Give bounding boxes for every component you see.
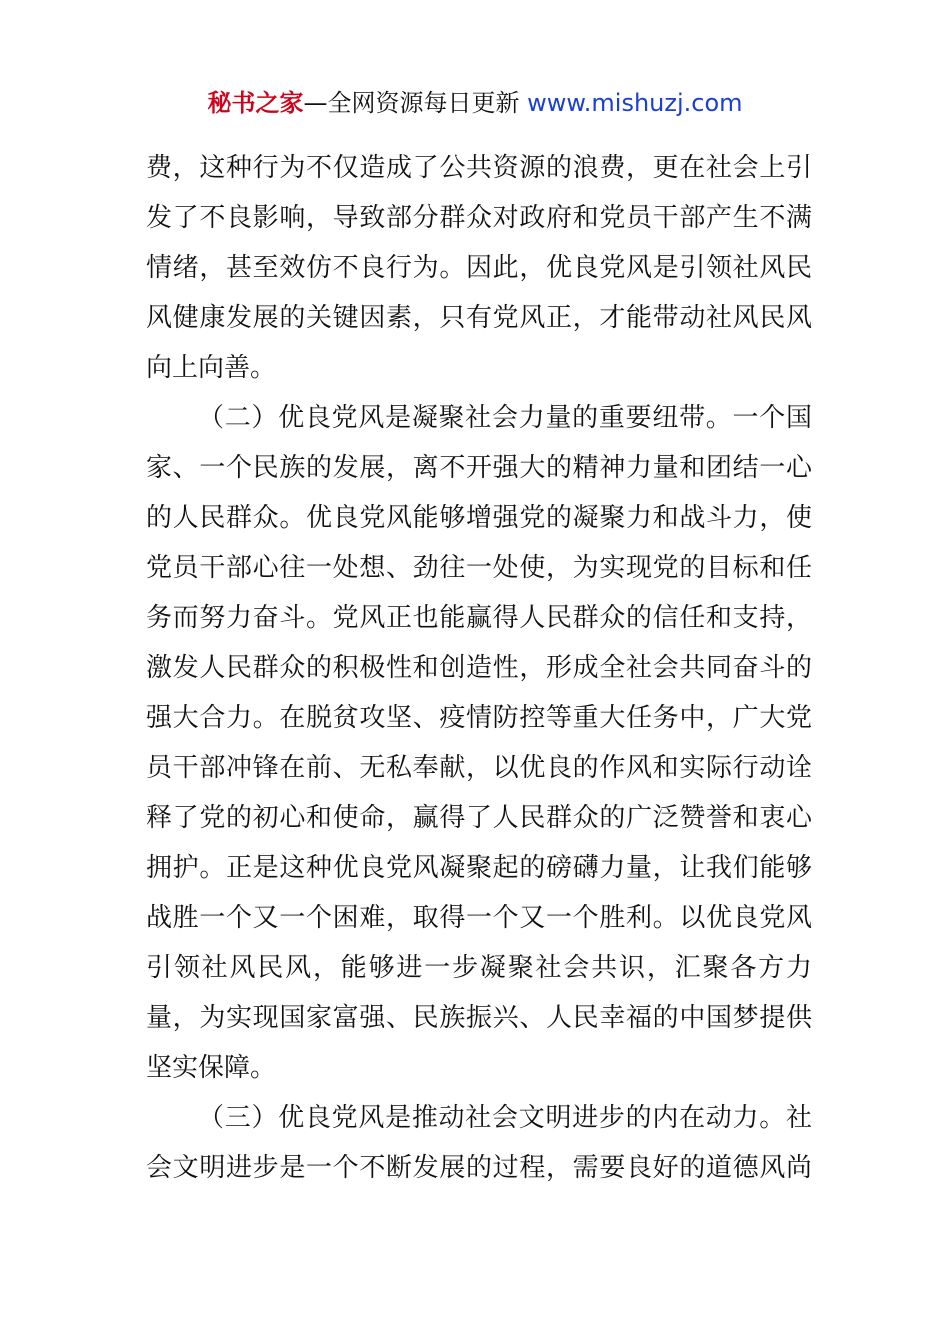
text-line: 发了不良影响，导致部分群众对政府和党员干部产生不满: [146, 203, 812, 233]
text-line: 坚实保障。: [146, 1053, 277, 1083]
text-line: 强大合力。在脱贫攻坚、疫情防控等重大任务中，广大党: [146, 703, 812, 733]
paragraph-heading-line: （二）优良党风是凝聚社会力量的重要纽带。一个国: [198, 403, 812, 433]
text-line: 家、一个民族的发展，离不开强大的精神力量和团结一心: [146, 453, 812, 483]
text-line: 引领社风民风，能够进一步凝聚社会共识，汇聚各方力: [146, 953, 812, 983]
text-line: 会文明进步是一个不断发展的过程，需要良好的道德风尚: [146, 1153, 812, 1183]
text-line: 的人民群众。优良党风能够增强党的凝聚力和战斗力，使: [146, 503, 812, 533]
text-line: 务而努力奋斗。党风正也能赢得人民群众的信任和支持，: [146, 603, 812, 633]
text-line: 战胜一个又一个困难，取得一个又一个胜利。以优良党风: [146, 903, 812, 933]
text-line: 向上向善。: [146, 353, 277, 383]
paragraph-heading-line: （三）优良党风是推动社会文明进步的内在动力。社: [198, 1103, 812, 1133]
text-line: 党员干部心往一处想、劲往一处使，为实现党的目标和任: [146, 553, 812, 583]
text-line: 风健康发展的关键因素，只有党风正，才能带动社风民风: [146, 303, 812, 333]
site-url-link[interactable]: www.mishuzj.com: [527, 89, 743, 117]
text-line: 量，为实现国家富强、民族振兴、人民幸福的中国梦提供: [146, 1003, 812, 1033]
text-line: 激发人民群众的积极性和创造性，形成全社会共同奋斗的: [146, 653, 812, 683]
text-line: 费，这种行为不仅造成了公共资源的浪费，更在社会上引: [146, 153, 812, 183]
text-line: 情绪，甚至效仿不良行为。因此，优良党风是引领社风民: [146, 253, 812, 283]
text-line: 拥护。正是这种优良党风凝聚起的磅礴力量，让我们能够: [146, 853, 812, 883]
site-brand: 秘书之家: [207, 89, 304, 117]
text-line: 员干部冲锋在前、无私奉献，以优良的作风和实际行动诠: [146, 753, 812, 783]
site-header: [0, 86, 950, 120]
text-line: 释了党的初心和使命，赢得了人民群众的广泛赞誉和衷心: [146, 803, 812, 833]
document-body: [146, 143, 812, 1193]
site-tagline: —全网资源每日更新: [303, 89, 528, 117]
